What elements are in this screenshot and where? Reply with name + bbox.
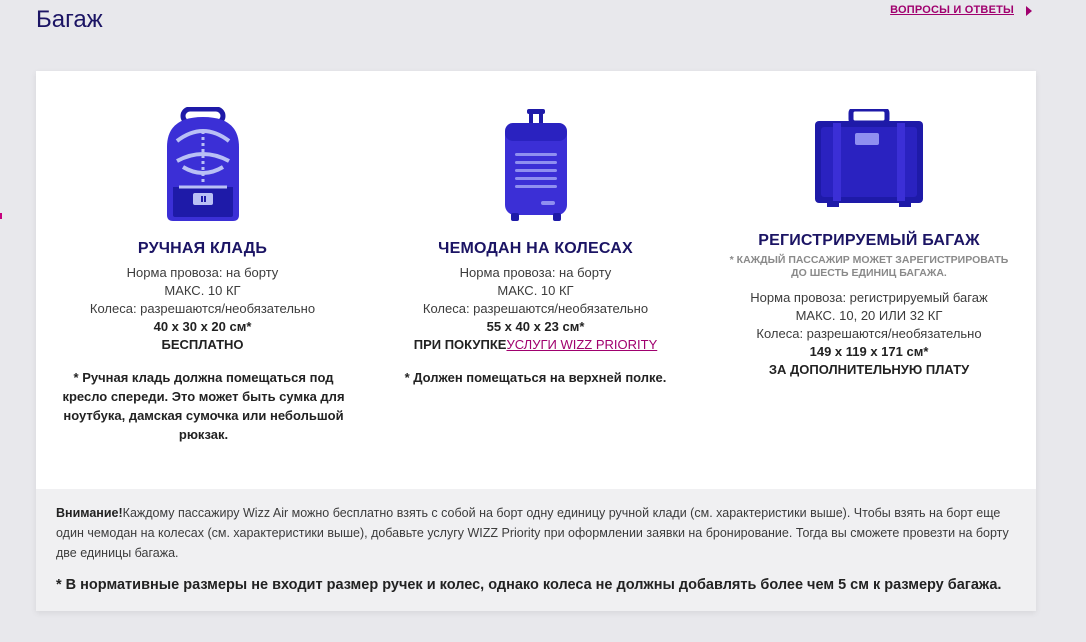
notice-attention: Внимание! (56, 506, 123, 520)
notice-size-note: * В нормативные размеры не входит размер ручек и колес, однако колеса не должны добавлять более чем 5 см к размеру багажа. (56, 577, 1002, 593)
spec-price (369, 336, 702, 354)
item-note (702, 254, 1036, 280)
spec-norm: Норма провоза: на борту (459, 265, 612, 280)
faq-link[interactable]: ВОПРОСЫ И ОТВЕТЫ (890, 4, 1014, 16)
notice-box (36, 489, 1036, 611)
spec-size: 149 x 119 x 171 см* (809, 344, 929, 359)
spec-max-weight: МАКС. 10 КГ (164, 283, 241, 298)
item-title: РУЧНАЯ КЛАДЬ (137, 240, 268, 257)
item-title: ЧЕМОДАН НА КОЛЕСАХ (438, 240, 633, 257)
price-prefix: ПРИ ПОКУПКЕ (413, 337, 507, 352)
chevron-right-icon[interactable] (1026, 6, 1032, 16)
spec-price: ЗА ДОПОЛНИТЕЛЬНУЮ ПЛАТУ (768, 362, 970, 377)
item-footnote: * Должен помещаться на верхней полке. (404, 370, 667, 385)
spec-norm: Норма провоза: на борту (126, 265, 279, 280)
baggage-item-trolley (369, 71, 702, 489)
note-line: ДО ШЕСТЬ ЕДИНИЦ БАГАЖА. (791, 267, 947, 279)
page-title: Багаж (36, 6, 103, 33)
spec-wheels: Колеса: разрешаются/необязательно (756, 326, 982, 341)
wizz-priority-link[interactable]: УСЛУГИ WIZZ PRIORITY (506, 337, 658, 352)
spec-wheels: Колеса: разрешаются/необязательно (422, 301, 649, 316)
baggage-item-checked (702, 71, 1036, 489)
item-specs (36, 264, 369, 354)
spec-norm: Норма провоза: регистрируемый багаж (750, 290, 988, 305)
item-footnote: * Ручная кладь должна помещаться под кресло спереди. Это может быть сумка для ноутбука, дамская сумочка или небольшой рюкзак. (62, 370, 345, 442)
note-line: * КАЖДЫЙ ПАССАЖИР МОЖЕТ ЗАРЕГИСТРИРОВАТЬ (729, 254, 1009, 266)
spec-wheels: Колеса: разрешаются/необязательно (89, 301, 316, 316)
baggage-card (36, 71, 1036, 611)
trolley-suitcase-icon (369, 109, 702, 228)
notice-text (56, 503, 1012, 563)
checked-suitcase-icon (702, 109, 1036, 214)
baggage-item-hand (36, 71, 369, 489)
item-specs (702, 289, 1036, 379)
side-marker (0, 213, 2, 219)
spec-size: 55 x 40 x 23 см* (486, 319, 585, 334)
notice-body: Каждому пассажиру Wizz Air можно бесплатно взять с собой на борт одну единицу ручной клади (см. характеристики выше). Чтобы взять на борт еще один чемодан на колесах (см. характеристики выше), добавьте услугу WIZZ Priority при оформлении заявки на бронирование. Тогда вы сможете провезти на борту две единицы багажа. (56, 506, 1009, 560)
spec-max-weight: МАКС. 10 КГ (497, 283, 574, 298)
backpack-icon (36, 107, 369, 228)
spec-price: БЕСПЛАТНО (161, 337, 244, 352)
item-title: РЕГИСТРИРУЕМЫЙ БАГАЖ (758, 232, 980, 249)
spec-size: 40 x 30 x 20 см* (153, 319, 252, 334)
spec-max-weight: МАКС. 10, 20 ИЛИ 32 КГ (795, 308, 943, 323)
item-specs (369, 264, 702, 354)
